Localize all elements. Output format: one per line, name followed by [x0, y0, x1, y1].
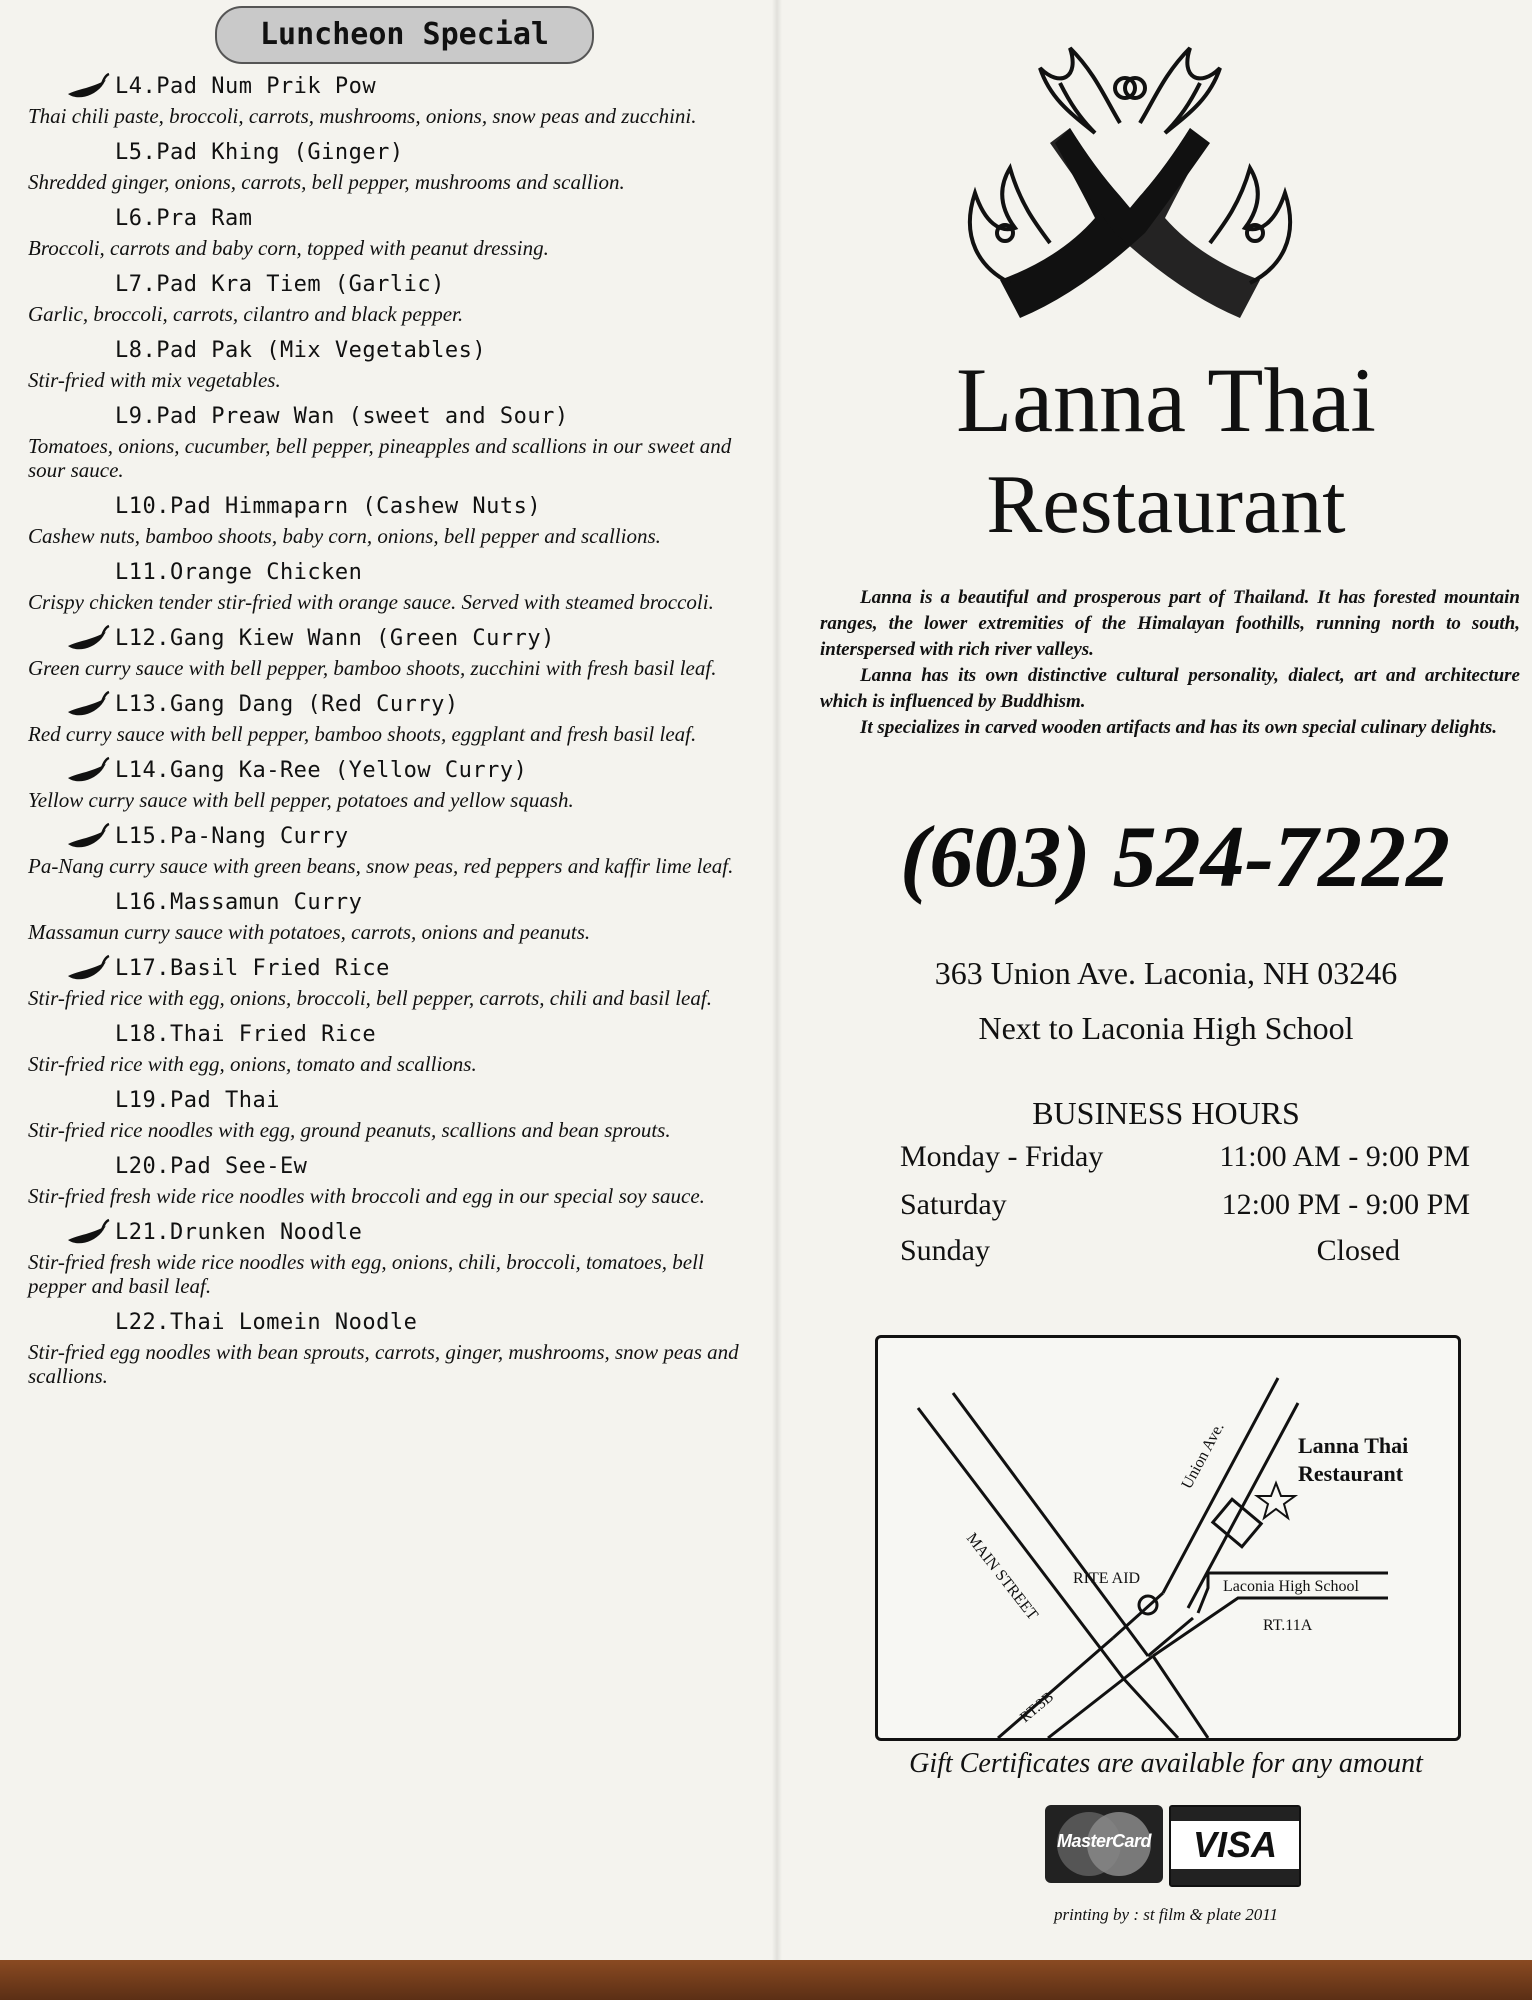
menu-item-title: L6.Pra Ram	[115, 206, 253, 231]
menu-item	[20, 952, 760, 1010]
menu-item-description: Green curry sauce with bell pepper, bamboo shoots, zucchini with fresh basil leaf.	[28, 656, 717, 680]
menu-item-title: L8.Pad Pak (Mix Vegetables)	[115, 338, 487, 363]
visa-band	[1171, 1869, 1299, 1885]
menu-item	[20, 886, 760, 944]
map-drawing	[878, 1338, 1458, 1738]
menu-item-description: Tomatoes, onions, cucumber, bell pepper, pineapples and scallions in our sweet and sour sauce.	[28, 434, 732, 482]
menu-item	[20, 334, 760, 392]
menu-item-description: Cashew nuts, bamboo shoots, baby corn, onions, bell pepper and scallions.	[28, 524, 661, 548]
chili-pepper-icon	[62, 1218, 112, 1248]
menu-item-title: L15.Pa-Nang Curry	[115, 824, 349, 849]
hours-time: 11:00 AM - 9:00 PM	[1219, 1140, 1470, 1173]
map-label-restaurant: Lanna Thai	[1298, 1433, 1409, 1458]
printer-credit: printing by : st film & plate 2011	[1054, 1905, 1278, 1924]
menu-item-title-row	[20, 1216, 760, 1250]
menu-item	[20, 820, 760, 878]
menu-item-title: L12.Gang Kiew Wann (Green Curry)	[115, 626, 555, 651]
menu-item-description: Stir-fried with mix vegetables.	[28, 368, 281, 392]
menu-item-title-row	[20, 202, 760, 236]
chili-pepper-icon	[62, 624, 112, 654]
menu-item-title-row	[20, 1306, 760, 1340]
menu-item-title-row	[20, 70, 760, 104]
menu-item	[20, 688, 760, 746]
map-label-union-ave: Union Ave.	[1178, 1419, 1228, 1492]
menu-item-title-row	[20, 334, 760, 368]
chili-pepper-icon	[62, 690, 112, 720]
restaurant-name: Lanna Thai	[956, 349, 1376, 451]
chili-pepper-icon	[62, 756, 112, 786]
visa-logo	[1169, 1805, 1301, 1887]
menu-item-description: Stir-fried fresh wide rice noodles with broccoli and egg in our special soy sauce.	[28, 1184, 705, 1208]
hours-row	[900, 1140, 1470, 1184]
menu-item	[20, 136, 760, 194]
menu-item-title: L13.Gang Dang (Red Curry)	[115, 692, 459, 717]
address-note: Next to Laconia High School	[978, 1010, 1354, 1046]
thai-roof-logo	[920, 18, 1340, 358]
menu-item-description: Broccoli, carrots and baby corn, topped with peanut dressing.	[28, 236, 549, 260]
menu-item-description: Yellow curry sauce with bell pepper, potatoes and yellow squash.	[28, 788, 574, 812]
menu-item-title-row	[20, 886, 760, 920]
menu-item-title-row	[20, 952, 760, 986]
menu-item-title: L17.Basil Fried Rice	[115, 956, 390, 981]
mastercard-logo	[1045, 1805, 1163, 1883]
menu-list	[20, 70, 760, 1396]
about-text	[820, 585, 1520, 741]
address: 363 Union Ave. Laconia, NH 03246	[934, 955, 1398, 991]
menu-item	[20, 1018, 760, 1076]
menu-item-title: L7.Pad Kra Tiem (Garlic)	[115, 272, 445, 297]
menu-item-title-row	[20, 1150, 760, 1184]
menu-item-title-row	[20, 1018, 760, 1052]
menu-item-description: Stir-fried rice noodles with egg, ground peanuts, scallions and bean sprouts.	[28, 1118, 671, 1142]
menu-item	[20, 622, 760, 680]
gift-certificate-note: Gift Certificates are available for any amount	[909, 1748, 1423, 1779]
menu-item-description: Thai chili paste, broccoli, carrots, mushrooms, onions, snow peas and zucchini.	[28, 104, 697, 128]
menu-item-title: L19.Pad Thai	[115, 1088, 280, 1113]
menu-item-description: Red curry sauce with bell pepper, bamboo shoots, eggplant and fresh basil leaf.	[28, 722, 697, 746]
hours-day: Sunday	[900, 1234, 990, 1267]
menu-item	[20, 202, 760, 260]
visa-label: VISA	[1192, 1824, 1278, 1865]
menu-item-title-row	[20, 622, 760, 656]
menu-item-title: L4.Pad Num Prik Pow	[115, 74, 377, 99]
about-paragraph: It specializes in carved wooden artifacts and has its own special culinary delights.	[860, 717, 1498, 738]
menu-item	[20, 268, 760, 326]
menu-item-description: Garlic, broccoli, carrots, cilantro and black pepper.	[28, 302, 464, 326]
mastercard-label: MasterCard	[1056, 1831, 1152, 1851]
menu-item	[20, 1150, 760, 1208]
hours-time: 12:00 PM - 9:00 PM	[1221, 1188, 1470, 1221]
location-map	[875, 1335, 1461, 1741]
hours-title: BUSINESS HOURS	[1032, 1095, 1300, 1131]
menu-item-title: L11.Orange Chicken	[115, 560, 363, 585]
menu-item-title-row	[20, 400, 760, 434]
menu-item-title-row	[20, 688, 760, 722]
menu-item-title: L14.Gang Ka-Ree (Yellow Curry)	[115, 758, 528, 783]
menu-item-description: Pa-Nang curry sauce with green beans, snow peas, red peppers and kaffir lime leaf.	[28, 854, 734, 878]
chili-pepper-icon	[62, 72, 112, 102]
map-label-high-school: Laconia High School	[1223, 1578, 1359, 1595]
map-label-restaurant: Restaurant	[1298, 1461, 1404, 1486]
menu-item-title-row	[20, 556, 760, 590]
menu-item	[20, 754, 760, 812]
hours-row	[900, 1234, 1470, 1278]
menu-item-title-row	[20, 820, 760, 854]
menu-item-title: L18.Thai Fried Rice	[115, 1022, 377, 1047]
menu-item-title-row	[20, 490, 760, 524]
menu-item-description: Shredded ginger, onions, carrots, bell pepper, mushrooms and scallion.	[28, 170, 625, 194]
menu-item	[20, 70, 760, 128]
table-edge	[0, 1960, 1532, 2000]
menu-item-description: Stir-fried rice with egg, onions, broccoli, bell pepper, carrots, chili and basil leaf.	[28, 986, 712, 1010]
menu-item-description: Crispy chicken tender stir-fried with orange sauce. Served with steamed broccoli.	[28, 590, 714, 614]
chili-pepper-icon	[62, 954, 112, 984]
menu-item-description: Stir-fried egg noodles with bean sprouts, carrots, ginger, mushrooms, snow peas and scallions.	[28, 1340, 739, 1388]
about-paragraph: Lanna has its own distinctive cultural personality, dialect, art and architecture which is influenced by Buddhism.	[820, 665, 1520, 712]
menu-item-title: L16.Massamun Curry	[115, 890, 363, 915]
hours-day: Saturday	[900, 1188, 1007, 1221]
luncheon-panel	[20, 0, 760, 1960]
menu-item-description: Stir-fried fresh wide rice noodles with egg, onions, chili, broccoli, tomatoes, bell pepper and basil leaf.	[28, 1250, 704, 1298]
menu-item	[20, 1306, 760, 1388]
phone-number: (603) 524-7222	[900, 809, 1450, 906]
menu-item-title-row	[20, 1084, 760, 1118]
map-label-rite-aid: RITE AID	[1073, 1570, 1141, 1587]
about-paragraph: Lanna is a beautiful and prosperous part of Thailand. It has forested mountain ranges, the lower extremities of the Himalayan foothills, running north to south, interspersed with rich river valleys.	[820, 587, 1520, 660]
menu-item-description: Stir-fried rice with egg, onions, tomato and scallions.	[28, 1052, 477, 1076]
map-label-rt3b: RT.3B	[1017, 1689, 1058, 1727]
hours-time: Closed	[1316, 1234, 1400, 1267]
menu-item	[20, 1216, 760, 1298]
hours-row	[900, 1188, 1470, 1232]
restaurant-name-line2: Restaurant	[986, 458, 1346, 551]
menu-item	[20, 490, 760, 548]
menu-item	[20, 1084, 760, 1142]
menu-item-title-row	[20, 268, 760, 302]
menu-item-title: L21.Drunken Noodle	[115, 1220, 363, 1245]
menu-item-title: L10.Pad Himmaparn (Cashew Nuts)	[115, 494, 542, 519]
menu-item-title: L5.Pad Khing (Ginger)	[115, 140, 404, 165]
hours-day: Monday - Friday	[900, 1140, 1104, 1173]
info-panel	[800, 0, 1532, 1960]
menu-item-title: L20.Pad See-Ew	[115, 1154, 308, 1179]
map-label-rt11a: RT.11A	[1263, 1617, 1313, 1634]
menu-item	[20, 400, 760, 482]
menu-item-title: L22.Thai Lomein Noodle	[115, 1310, 418, 1335]
menu-item-title: L9.Pad Preaw Wan (sweet and Sour)	[115, 404, 569, 429]
menu-item-title-row	[20, 136, 760, 170]
visa-band	[1171, 1807, 1299, 1821]
menu-item	[20, 556, 760, 614]
chili-pepper-icon	[62, 822, 112, 852]
map-label-main-street: MAIN STREET	[962, 1529, 1042, 1624]
menu-item-title-row	[20, 754, 760, 788]
fold-line	[772, 0, 782, 1960]
star-icon	[1257, 1483, 1295, 1518]
menu-item-description: Massamun curry sauce with potatoes, carrots, onions and peanuts.	[28, 920, 591, 944]
section-title: Luncheon Special	[215, 6, 594, 64]
payment-cards	[1045, 1805, 1315, 1885]
